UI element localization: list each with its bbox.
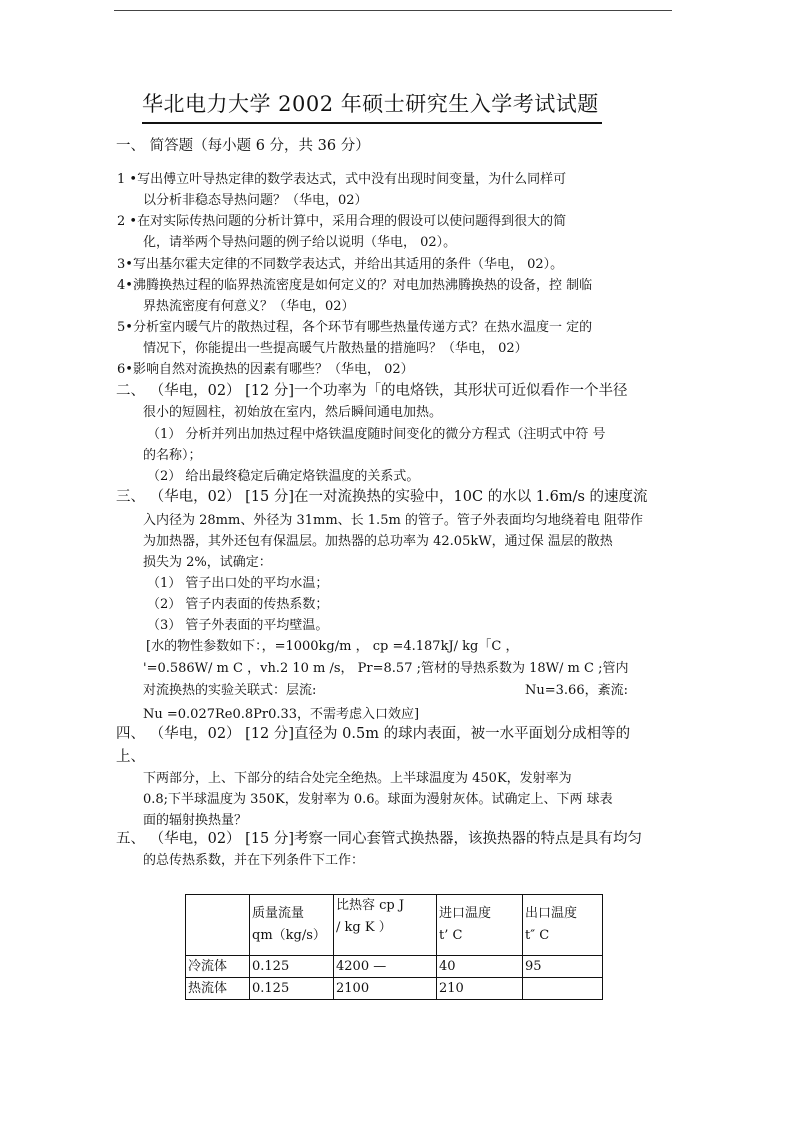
table-header-cell: 出口温度 t″ C [523,895,603,956]
table-header-cell: 进口温度 t’ C [437,895,523,956]
q4-line2: 界热流密度有何意义？（华电，02） [143,299,355,314]
q5-line1: 5•分析室内暖气片的散热过程，各个环节有哪些热量传递方式？在热水温度一 定的 [117,320,593,335]
section2-line4: 的名称）； [143,448,202,463]
title-underline [142,122,602,124]
section2-line2: 很小的短圆柱，初始放在室内，然后瞬间通电加热。 [143,405,443,420]
section3-line10b: Nu=3.66，紊流: [525,683,628,698]
table-row [186,978,603,1000]
section3-line8: [水的物性参数如下：，=1000kg/m ， cp =4.187kJ/ kg「C ， [146,639,519,654]
section3-line3: 为加热器，其外还包有保温层。加热器的总功率为 42.05kW，通过保 温层的散热 [143,534,613,549]
q6-line1: 6•影响自然对流换热的因素有哪些？（华电， 02） [117,362,414,377]
table-cell: 2100 [334,978,437,1000]
table-cell: 0.125 [250,978,334,1000]
table-cell: 210 [437,978,523,1000]
q4-line1: 4•沸腾换热过程的临界热流密度是如何定义的？对电加热沸腾换热的设备，控 制临 [117,278,593,293]
section4-line5: 面的辐射换热量？ [143,813,248,828]
section2-line3: （1） 分析并列出加热过程中烙铁温度随时间变化的微分方程式（注明式中符 号 [147,427,606,442]
q2-line1: 2 •在对实际传热问题的分析计算中，采用合理的假设可以使问题得到很大的简 [117,214,567,229]
section4-line4: 0.8;下半球温度为 350K，发射率为 0.6。球面为漫射灰体。试确定上、下两 球表 [143,792,613,807]
q3-line1: 3•写出基尔霍夫定律的不同数学表达式，并给出其适用的条件（华电， 02）。 [117,257,564,272]
section3-line5: （1） 管子出口处的平均水温； [147,576,329,591]
table-cell: 0.125 [250,956,334,978]
section2-line1: 二、 （华电，02） [12 分]一个功率为「的电烙铁，其形状可近似看作一个半径 [116,383,628,399]
table-cell [523,978,603,1000]
table-header-cell: 质量流量 qm（kg/s） [250,895,334,956]
section3-line4: 损失为 2%，试确定： [143,555,272,570]
section4-line3: 下两部分，上、下部分的结合处完全绝热。上半球温度为 450K，发射率为 [143,771,572,786]
q2-line2: 化，请举两个导热问题的例子给以说明（华电， 02）。 [143,235,457,250]
section3-line6: （2） 管子内表面的传热系数； [147,597,329,612]
q1-line1: 1 •写出傅立叶导热定律的数学表达式，式中没有出现时间变量，为什么同样可 [117,172,567,187]
section1-heading: 一、 简答题（每小题 6 分，共 36 分） [116,138,370,154]
section4-line1: 四、 （华电，02） [12 分]直径为 0.5m 的球内表面，被一水平面划分成相等的 [116,726,631,742]
table-cell: 40 [437,956,523,978]
q5-line2: 情况下，你能提出一些提高暖气片散热量的措施吗？（华电， 02） [143,341,528,356]
section2-line5: （2） 给出最终稳定后确定烙铁温度的关系式。 [147,469,420,484]
q1-line2: 以分析非稳态导热问题？（华电，02） [143,193,368,208]
table-header-row [186,895,603,956]
page-title: 华北电力大学 2002 年硕士研究生入学考试试题 [142,92,599,116]
table-cell: 95 [523,956,603,978]
table-row [186,956,603,978]
section3-line1: 三、 （华电，02） [15 分]在一对流换热的实验中，10C 的水以 1.6m/s 的速度流 [116,489,648,505]
table-cell: 热流体 [186,978,250,1000]
section3-line11: Nu =0.027Re0.8Pr0.33，不需考虑入口效应] [143,707,420,722]
exchanger-data-table [185,894,603,1000]
section3-line2: 入内径为 28mm、外径为 31mm、长 1.5m 的管子。管子外表面均匀地绕着电 阻带作 [143,513,644,528]
section4-line2: 上、 [116,749,145,765]
section5-line1: 五、 （华电，02） [15 分]考察一同心套管式换热器，该换热器的特点是具有均匀 [116,831,643,847]
section5-line2: 的总传热系数，并在下列条件下工作： [143,853,365,868]
top-rule [114,10,672,11]
table-cell: 4200 — [334,956,437,978]
section3-line9: '=0.586W/ m C ，vh.2 10 m /s， Pr=8.57 ;管材的导热系数为 18W/ m C ;管内 [143,661,629,676]
table-cell: 冷流体 [186,956,250,978]
section3-line10: 对流换热的实验关联式：层流: [143,683,317,698]
section3-line7: （3） 管子外表面的平均壁温。 [147,618,329,633]
table-header-cell [186,895,250,956]
table-header-cell: 比热容 cp J / kg K ） [334,895,437,956]
